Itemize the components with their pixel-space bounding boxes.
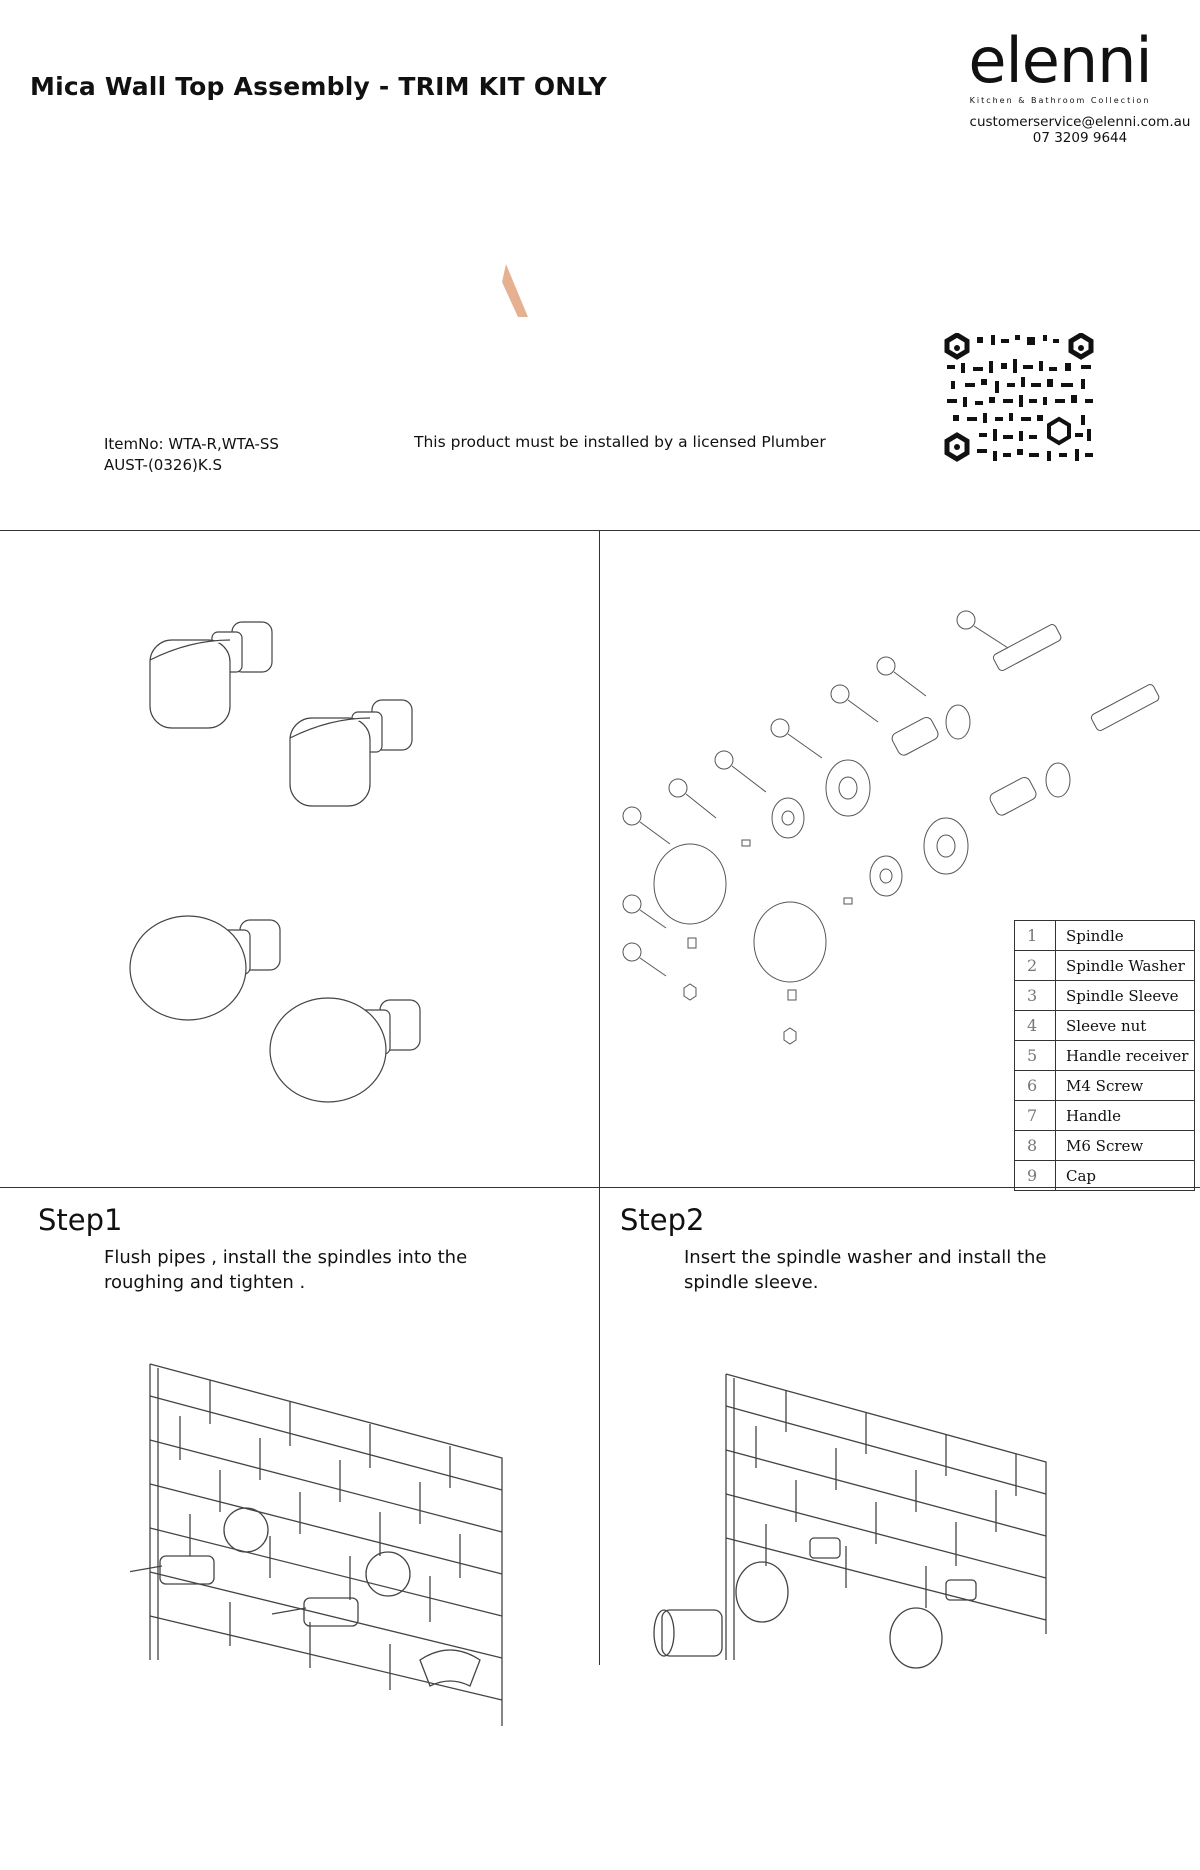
part-number: 2 xyxy=(1015,951,1056,981)
step1-title: Step1 xyxy=(38,1203,123,1237)
contact-info xyxy=(900,114,1200,146)
divider-top xyxy=(0,530,1200,531)
part-number: 9 xyxy=(1015,1161,1056,1191)
installer-notice: This product must be installed by a licensed Plumber xyxy=(414,433,826,451)
part-label: Cap xyxy=(1056,1161,1195,1191)
table-row xyxy=(1015,1101,1195,1131)
part-number: 4 xyxy=(1015,1011,1056,1041)
item-info xyxy=(104,434,279,476)
part-label: Sleeve nut xyxy=(1056,1011,1195,1041)
product-illustration xyxy=(120,600,480,1140)
table-row xyxy=(1015,921,1195,951)
part-number: 8 xyxy=(1015,1131,1056,1161)
item-code: AUST-(0326)K.S xyxy=(104,456,222,474)
table-row xyxy=(1015,1161,1195,1191)
part-label: Handle xyxy=(1056,1101,1195,1131)
table-row xyxy=(1015,1041,1195,1071)
part-number: 3 xyxy=(1015,981,1056,1011)
part-label: Spindle xyxy=(1056,921,1195,951)
part-number: 5 xyxy=(1015,1041,1056,1071)
accent-mark-icon xyxy=(500,262,530,322)
step1-text: Flush pipes , install the spindles into the roughing and tighten . xyxy=(104,1247,468,1293)
part-number: 7 xyxy=(1015,1101,1056,1131)
part-label: M6 Screw xyxy=(1056,1131,1195,1161)
brand-name: elenni xyxy=(968,24,1152,97)
step2-text: Insert the spindle washer and install the spindle sleeve. xyxy=(684,1247,1047,1293)
parts-table xyxy=(1014,920,1195,1191)
part-label: Handle receiver xyxy=(1056,1041,1195,1071)
table-row xyxy=(1015,951,1195,981)
item-number: ItemNo: WTA-R,WTA-SS xyxy=(104,435,279,453)
contact-phone: 07 3209 9644 xyxy=(1032,130,1128,146)
step1-wall-illustration xyxy=(130,1360,510,1730)
part-label: M4 Screw xyxy=(1056,1071,1195,1101)
table-row xyxy=(1015,1131,1195,1161)
part-label: Spindle Sleeve xyxy=(1056,981,1195,1011)
brand-logo xyxy=(960,24,1160,105)
page-title: Mica Wall Top Assembly - TRIM KIT ONLY xyxy=(30,72,607,101)
part-label: Spindle Washer xyxy=(1056,951,1195,981)
step2-wall-illustration xyxy=(650,1370,1070,1670)
brand-tagline: Kitchen & Bathroom Collection xyxy=(969,96,1151,105)
contact-email[interactable]: customerservice@elenni.com.au xyxy=(969,114,1191,130)
step2-title: Step2 xyxy=(620,1203,705,1237)
part-number: 6 xyxy=(1015,1071,1056,1101)
table-row xyxy=(1015,1011,1195,1041)
divider-center-upper xyxy=(599,530,600,1187)
part-number: 1 xyxy=(1015,921,1056,951)
table-row xyxy=(1015,1071,1195,1101)
table-row xyxy=(1015,981,1195,1011)
qr-code-icon xyxy=(943,333,1101,467)
divider-center-lower xyxy=(599,1187,600,1665)
